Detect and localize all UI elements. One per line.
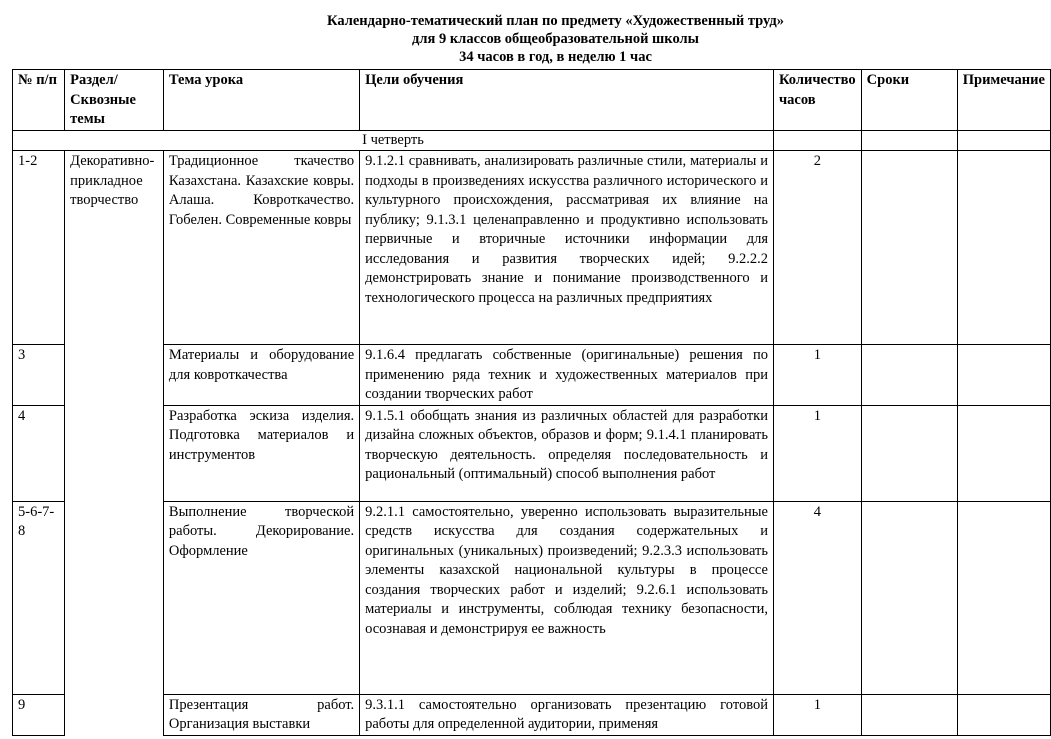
header-hours: Количество часов bbox=[773, 70, 861, 131]
header-note: Примечание bbox=[957, 70, 1050, 131]
quarter-dates-cell bbox=[861, 130, 957, 151]
row-hours: 4 bbox=[773, 501, 861, 694]
quarter-row bbox=[13, 130, 1051, 151]
row-hours: 1 bbox=[773, 345, 861, 406]
table-row bbox=[13, 501, 1051, 694]
row-goals: 9.1.6.4 предлагать собственные (оригинальные) решения по применению ряда техник и художественных материалов при создании творческих работ bbox=[360, 345, 774, 406]
row-num: 5-6-7-8 bbox=[13, 501, 65, 694]
row-topic: Традиционное ткачество Казахстана. Казахские ковры. Алаша. Ковроткачество. Гобелен. Современные ковры bbox=[163, 151, 359, 345]
row-goals: 9.1.2.1 сравнивать, анализировать различные стили, материалы и подходы в произведениях искусства различного исторического и культурного происхождения, рассматривая их влияние на публику; 9.1.3.1 целенаправленно и продуктивно использовать первичные и вторичные источники информации для исследования и развития творческих идей; 9.2.2.2 демонстрировать знание и понимание производственного и технологического процесса на различных предприятиях bbox=[360, 151, 774, 345]
title-line-1: Календарно-тематический план по предмету «Художественный труд» bbox=[327, 13, 784, 29]
quarter-hours-cell bbox=[773, 130, 861, 151]
row-note bbox=[957, 345, 1050, 406]
row-goals: 9.3.1.1 самостоятельно организовать презентацию готовой работы для определенной аудитории, применяя bbox=[360, 694, 774, 735]
row-hours: 2 bbox=[773, 151, 861, 345]
row-goals: 9.1.5.1 обобщать знания из различных областей для разработки дизайна сложных объектов, образов и форм; 9.1.4.1 планировать творческую деятельность. определяя последовательность и рациональный (оптимальный) способ выполнения работ bbox=[360, 405, 774, 501]
header-goals: Цели обучения bbox=[360, 70, 774, 131]
row-num: 1-2 bbox=[13, 151, 65, 345]
header-topic: Тема урока bbox=[163, 70, 359, 131]
title-line-2: для 9 классов общеобразовательной школы bbox=[412, 31, 699, 47]
row-note bbox=[957, 501, 1050, 694]
row-note bbox=[957, 694, 1050, 735]
row-topic: Выполнение творческой работы. Декорирование. Оформление bbox=[163, 501, 359, 694]
quarter-label: I четверть bbox=[13, 130, 774, 151]
quarter-note-cell bbox=[957, 130, 1050, 151]
table-row bbox=[13, 345, 1051, 406]
row-hours: 1 bbox=[773, 405, 861, 501]
row-note bbox=[957, 151, 1050, 345]
section-cell: Декоративно-прикладное творчество bbox=[65, 151, 164, 736]
row-topic: Материалы и оборудование для ковроткачества bbox=[163, 345, 359, 406]
header-section: Раздел/ Сквозные темы bbox=[65, 70, 164, 131]
row-note bbox=[957, 405, 1050, 501]
row-dates bbox=[861, 694, 957, 735]
plan-table bbox=[12, 69, 1051, 736]
row-goals: 9.2.1.1 самостоятельно, уверенно использовать выразительные средств искусства для создания содержательных и оригинальных (уникальных) произведений; 9.2.3.3 использовать элементы казахской национальной культуры в процессе создания творческих работ и изделий; 9.2.6.1 использовать материалы и инструменты, соблюдая технику безопасности, осознавая и демонстрируя ее важность bbox=[360, 501, 774, 694]
row-topic: Разработка эскиза изделия. Подготовка материалов и инструментов bbox=[163, 405, 359, 501]
row-num: 3 bbox=[13, 345, 65, 406]
header-dates: Сроки bbox=[861, 70, 957, 131]
row-num: 4 bbox=[13, 405, 65, 501]
row-dates bbox=[861, 501, 957, 694]
row-dates bbox=[861, 405, 957, 501]
title-line-3: 34 часов в год, в неделю 1 час bbox=[459, 49, 652, 65]
document-title bbox=[0, 12, 1051, 66]
row-hours: 1 bbox=[773, 694, 861, 735]
table-row bbox=[13, 694, 1051, 735]
header-num: № п/п bbox=[13, 70, 65, 131]
table-row bbox=[13, 151, 1051, 345]
table-row bbox=[13, 405, 1051, 501]
row-dates bbox=[861, 345, 957, 406]
row-dates bbox=[861, 151, 957, 345]
row-topic: Презентация работ. Организация выставки bbox=[163, 694, 359, 735]
header-row bbox=[13, 70, 1051, 131]
row-num: 9 bbox=[13, 694, 65, 735]
